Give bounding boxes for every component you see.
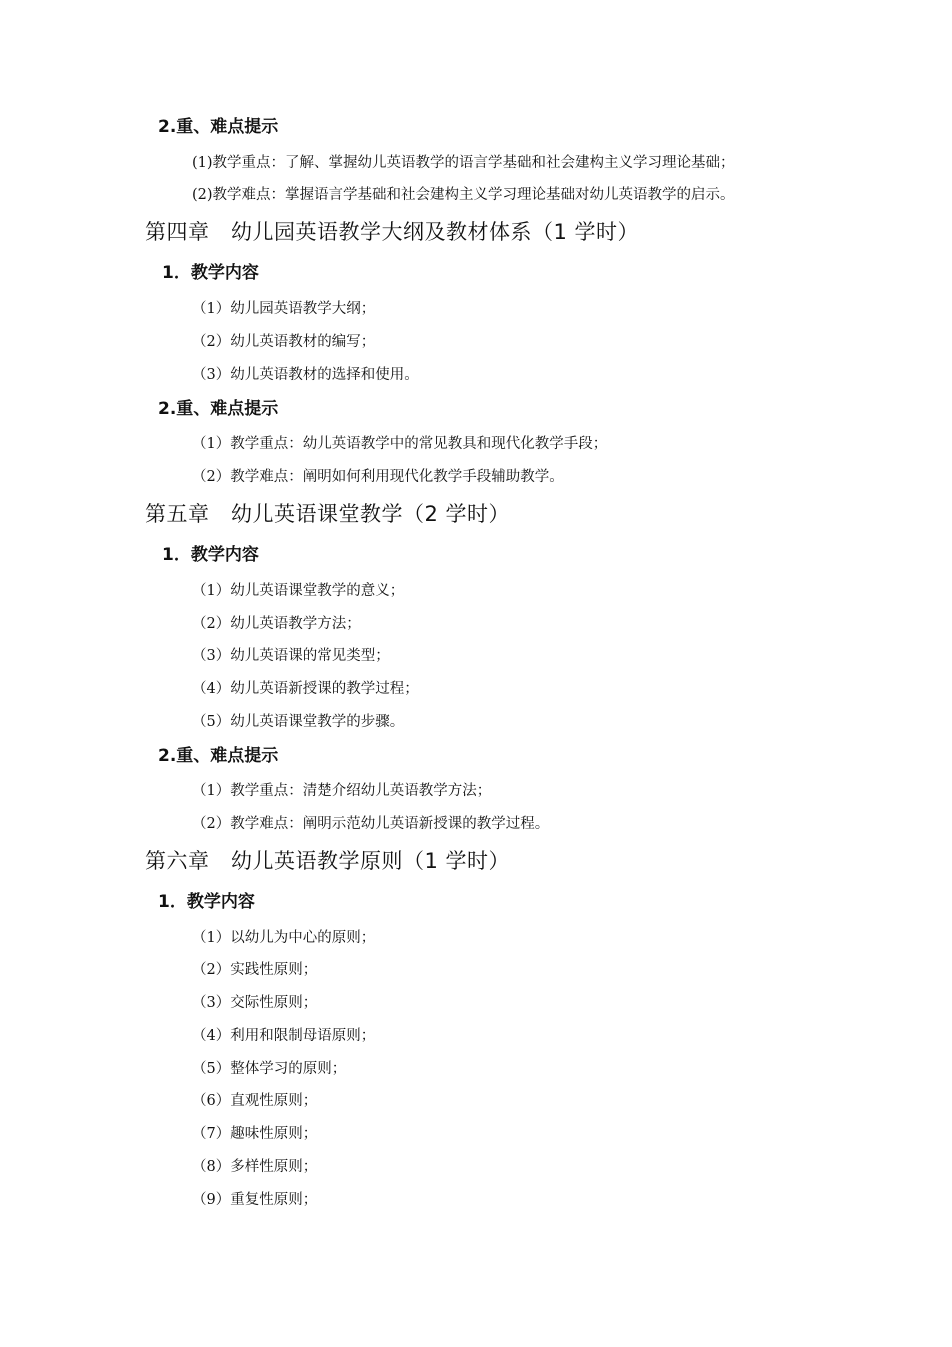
key-point-item: (1)教学重点：了解、掌握幼儿英语教学的语言学基础和社会建构主义学习理论基础； [192,155,735,171]
difficulty-item: （2）教学难点：阐明如何利用现代化教学手段辅助教学。 [192,469,564,485]
key-point-item: （1）教学重点：清楚介绍幼儿英语教学方法； [192,783,492,799]
difficulty-item: （2）教学难点：阐明示范幼儿英语新授课的教学过程。 [192,816,550,832]
difficulty-item: (2)教学难点：掌握语言学基础和社会建构主义学习理论基础对幼儿英语教学的启示。 [192,187,735,203]
content-item: （3）幼儿英语课的常见类型； [192,648,390,664]
content-item: （7）趣味性原则； [192,1126,318,1142]
chapter-4-title: 第四章 幼儿园英语教学大纲及教材体系（1 学时） [145,220,640,244]
chapter-5-title: 第五章 幼儿英语课堂教学（2 学时） [145,502,511,526]
teaching-content-heading: 1．教学内容 [162,545,259,565]
content-item: （1）以幼儿为中心的原则； [192,930,376,946]
content-item: （1）幼儿园英语教学大纲； [192,301,376,317]
content-item: （5）整体学习的原则； [192,1061,347,1077]
content-item: （5）幼儿英语课堂教学的步骤。 [192,714,405,730]
key-points-heading: 2.重、难点提示 [158,746,279,766]
content-item: （4）利用和限制母语原则； [192,1028,376,1044]
content-item: （1）幼儿英语课堂教学的意义； [192,583,405,599]
content-item: （8）多样性原则； [192,1159,318,1175]
content-item: （3）交际性原则； [192,995,318,1011]
key-points-heading: 2.重、难点提示 [158,399,279,419]
content-item: （4）幼儿英语新授课的教学过程； [192,681,419,697]
content-item: （6）直观性原则； [192,1093,318,1109]
teaching-content-heading: 1．教学内容 [158,892,255,912]
key-points-heading: 2.重、难点提示 [158,117,279,137]
content-item: （9）重复性原则； [192,1192,318,1208]
content-item: （3）幼儿英语教材的选择和使用。 [192,367,419,383]
key-point-item: （1）教学重点：幼儿英语教学中的常见教具和现代化教学手段； [192,436,608,452]
teaching-content-heading: 1．教学内容 [162,263,259,283]
content-item: （2）幼儿英语教材的编写； [192,334,376,350]
chapter-6-title: 第六章 幼儿英语教学原则（1 学时） [145,849,511,873]
content-item: （2）幼儿英语教学方法； [192,616,361,632]
content-item: （2）实践性原则； [192,962,318,978]
